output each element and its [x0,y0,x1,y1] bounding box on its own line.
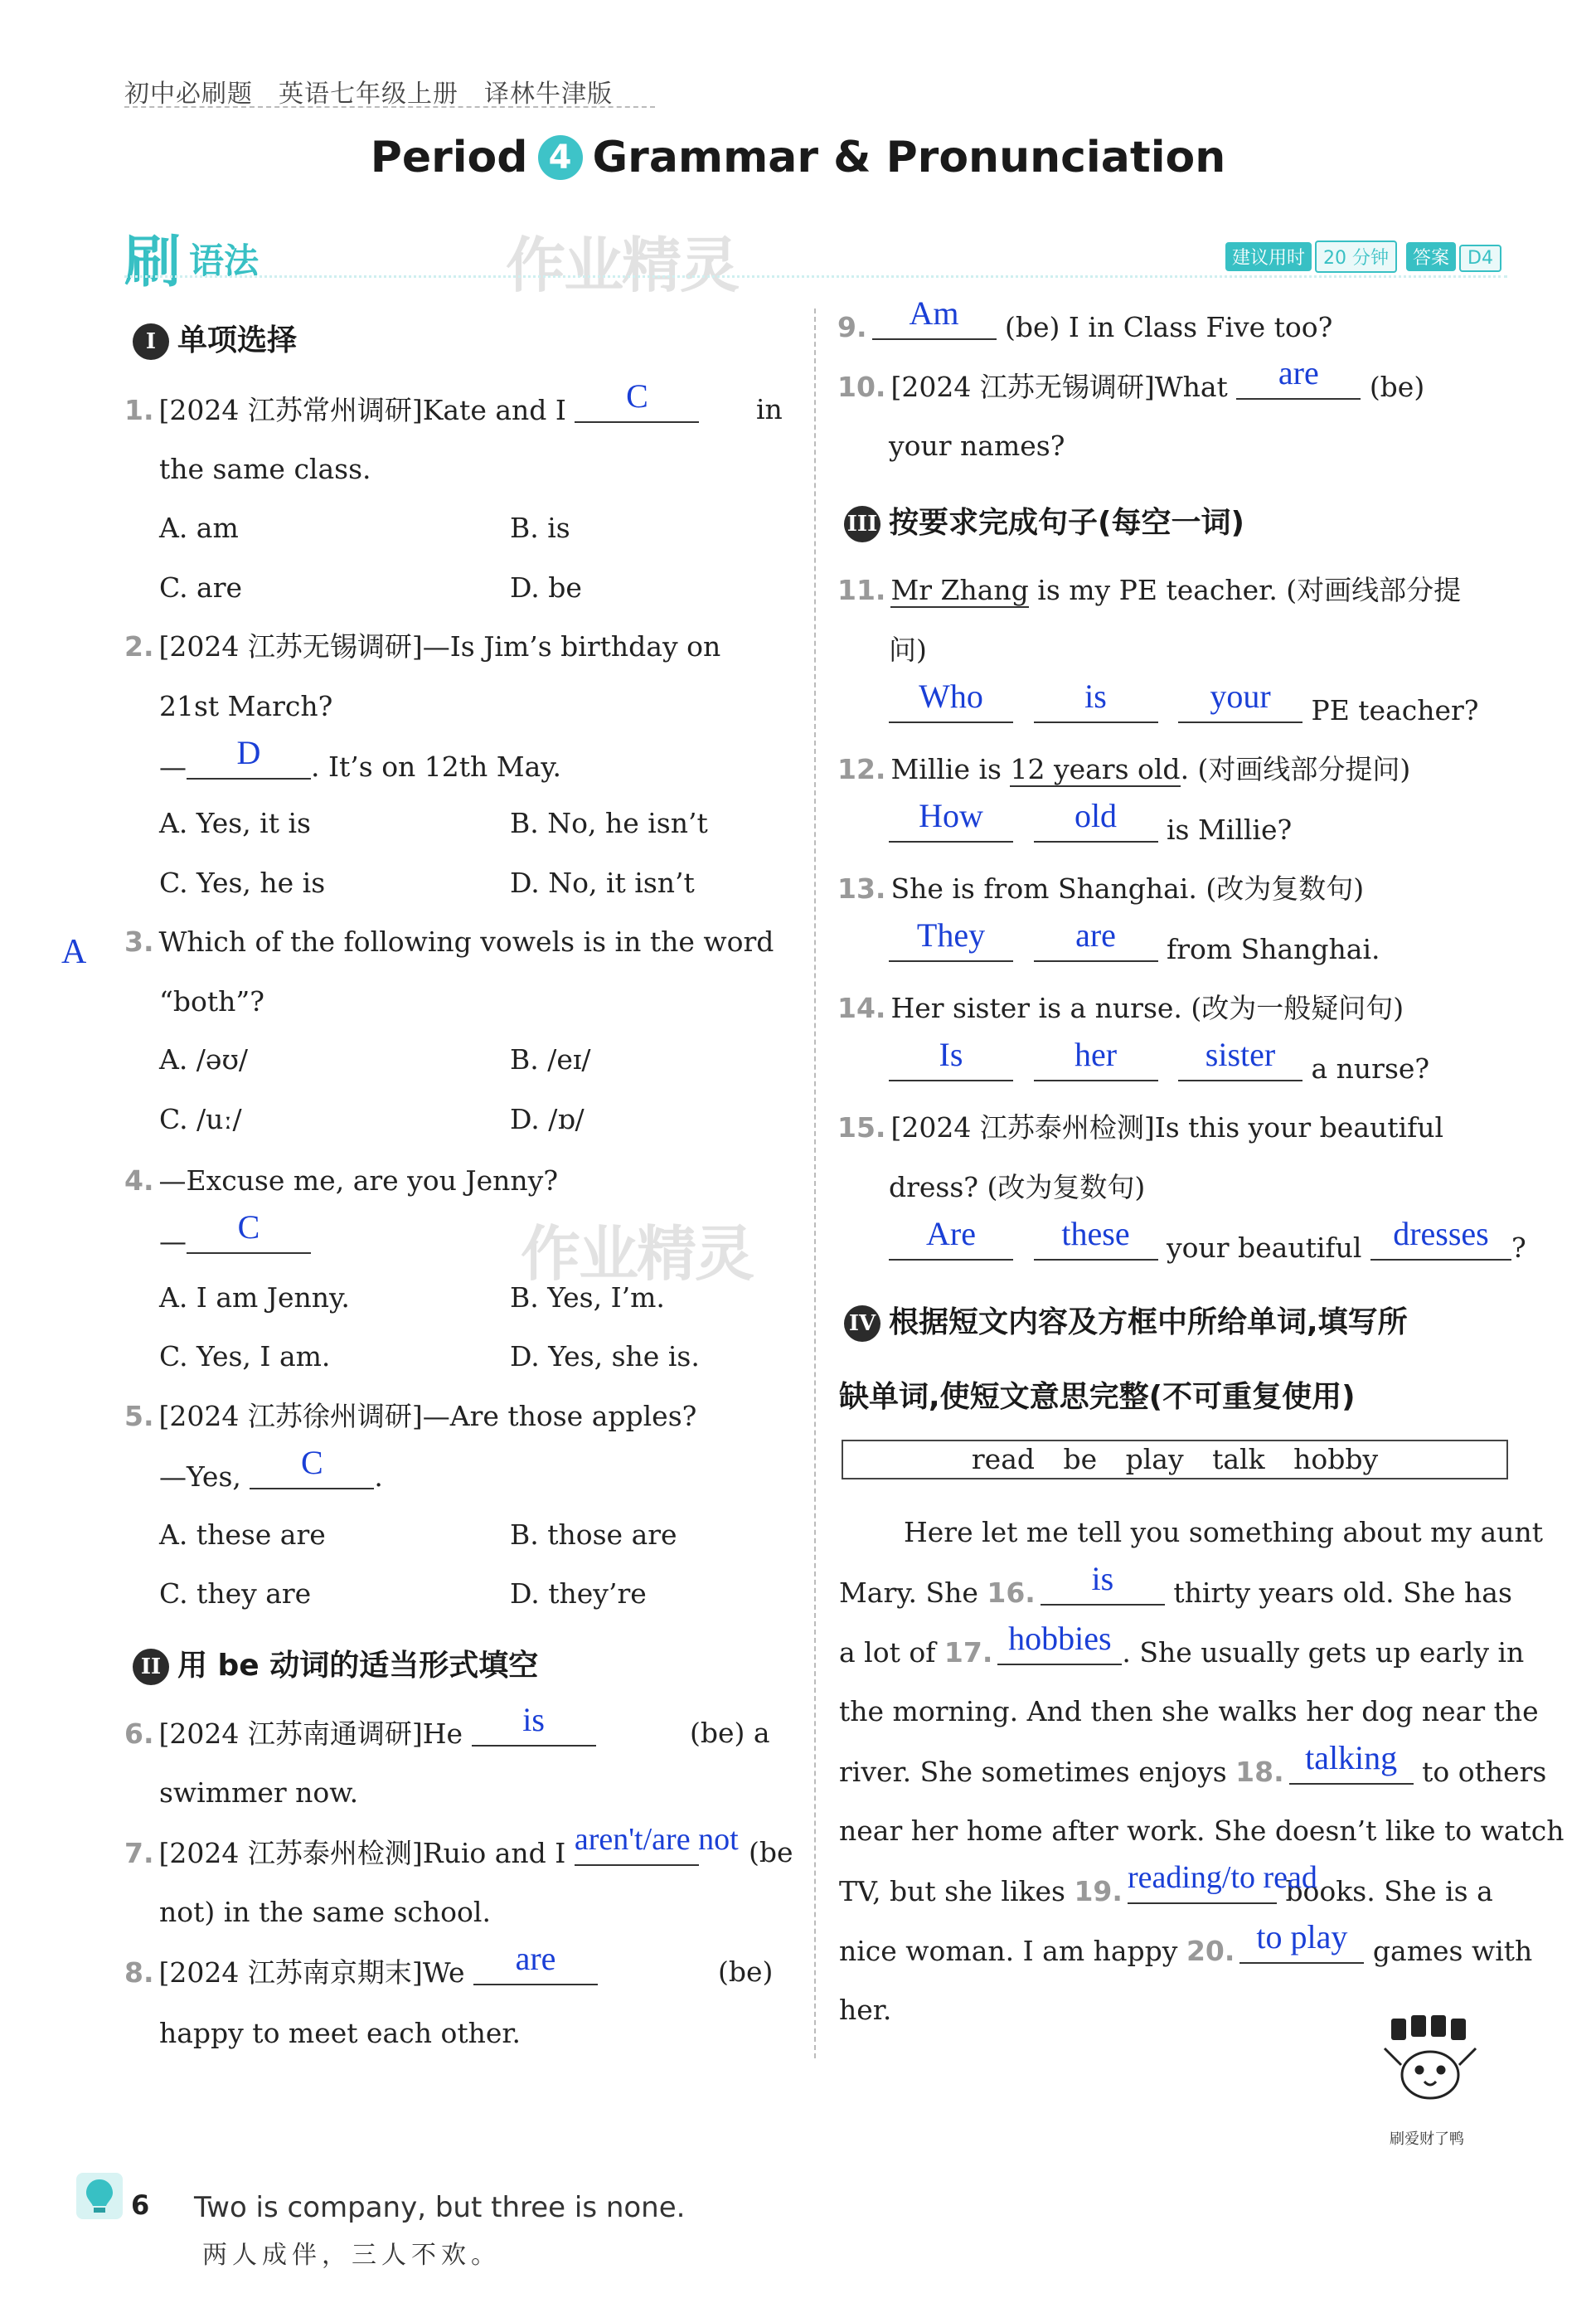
question-source: [2024 江苏无锡调研] [890,371,1155,403]
question-text: (be) [718,1955,774,1988]
handwritten-answer: sister [1205,1036,1276,1073]
question-number: 13. [837,872,886,905]
handwritten-answer: is [522,1701,545,1738]
question-source: [2024 江苏常州调研] [158,394,423,426]
mascot-duck-icon [1376,2015,1484,2115]
section-2-heading [133,1642,538,1685]
blank-number: 17. [944,1636,993,1669]
shua-logo: 刷 [124,230,182,295]
question-text: is Millie? [1167,814,1293,846]
question-6 [124,1701,596,1752]
option-d[interactable]: D. No, it isn’t [510,867,695,899]
question-text: swimmer now. [159,1776,359,1809]
section-1-number: I [133,323,169,360]
section-4-heading [844,1299,1408,1342]
question-text: (be) I in Class Five too? [1005,311,1333,343]
suggest-time: 20 分钟 [1315,240,1397,273]
handwritten-answer: are [1075,916,1116,954]
section-1-heading [133,317,297,360]
handwritten-answer: your [1210,678,1271,715]
section-3-title: 按要求完成句子(每空一词) [889,506,1244,540]
proverb-chinese: 两人成伴，三人不欢。 [202,2241,501,2270]
suggest-label: 建议用时 [1225,242,1312,271]
option-c[interactable]: C. /uː/ [159,1103,242,1135]
question-11 [837,572,1461,609]
passage-line: the morning. And then she walks her dog near the [839,1695,1539,1727]
handwritten-answer: is [1084,678,1107,715]
question-number: 8. [124,1956,154,1989]
answer-blank[interactable] [889,797,1013,843]
handwritten-answer: dresses [1393,1215,1489,1252]
question-source: [2024 江苏徐州调研] [158,1400,423,1432]
passage-text: . She usually gets up early in [1122,1636,1525,1669]
question-text: PE teacher? [1311,694,1479,726]
passage-line [839,1739,1547,1790]
question-text: not) in the same school. [159,1896,491,1928]
option-d[interactable]: D. Yes, she is. [510,1340,700,1372]
section-2-number: II [133,1649,169,1685]
answer-blank[interactable] [575,377,699,423]
handwritten-answer: old [1074,797,1118,834]
handwritten-answer: hobbies [1008,1620,1112,1657]
question-text: your beautiful [1167,1232,1362,1264]
answer-blank[interactable] [1034,1036,1158,1081]
question-2 [124,629,720,665]
passage-text: thirty years old. She has [1173,1577,1512,1609]
question-text: is my PE teacher. (对画线部分提 [1037,574,1462,606]
question-number: 7. [124,1837,154,1869]
question-text: (be) a [690,1717,770,1749]
question-number: 10. [837,371,886,403]
question-text: Is this your beautiful [1154,1111,1444,1144]
handwritten-answer: D [236,734,261,771]
passage-text: river. She sometimes enjoys [839,1756,1227,1788]
mascot-caption: 刷爱财了鸭 [1390,2130,1464,2148]
card-icon [1451,2019,1466,2040]
question-text [159,1444,383,1495]
question-number: 5. [124,1400,154,1432]
answer-blank[interactable] [1370,1215,1511,1261]
answer-code: D4 [1459,245,1501,272]
handwritten-answer: C [626,377,648,415]
question-number: 11. [837,574,886,606]
question-text: . (对画线部分提问) [1180,753,1411,785]
question-text [159,1208,311,1260]
banner-rule [124,275,1507,278]
question-source: [2024 江苏南京期末] [158,1956,423,1989]
question-text: What [1154,371,1228,403]
handwritten-answer: Are [926,1215,976,1252]
period-number-badge: 4 [538,135,583,180]
handwritten-answer: her [1074,1036,1118,1073]
option-c[interactable]: C. they are [159,1577,312,1610]
watermark: 作业精灵 [521,1219,754,1289]
handwritten-answer: these [1061,1215,1130,1252]
column-divider [814,309,816,2058]
question-number: 15. [837,1111,886,1144]
handwritten-answer: C [301,1444,323,1481]
answer-blank[interactable] [472,1701,596,1747]
answer-blank[interactable] [250,1444,374,1489]
question-4 [124,1163,558,1199]
question-source: [2024 江苏泰州检测] [158,1837,423,1869]
header-rule [124,106,655,108]
answer-blank[interactable] [1034,1215,1158,1261]
proverb-english: Two is company, but three is none. [194,2191,686,2224]
answer-blank[interactable] [1178,678,1303,723]
handwritten-answer: Am [909,294,959,332]
answer-blank[interactable] [889,916,1013,962]
question-number: 9. [837,311,867,343]
handwritten-margin-answer: A [61,933,87,971]
answer-blank[interactable] [187,734,311,780]
answer-blank[interactable] [1239,1918,1364,1964]
book-series-header: 初中必刷题 英语七年级上册 译林牛津版 [124,80,613,109]
handwritten-answer: How [919,797,983,834]
question-text: Which of the following vowels is in the word [158,926,774,958]
answer-blank[interactable] [1034,916,1158,962]
answer-blank[interactable] [473,1940,598,1985]
answer-blank[interactable] [997,1620,1122,1665]
handwritten-answer: Who [919,678,983,715]
handwritten-answer: to play [1256,1918,1348,1955]
question-text: She is from Shanghai. (改为复数句) [890,872,1365,905]
section-4-number: IV [844,1305,880,1342]
option-d[interactable]: D. /ɒ/ [510,1103,585,1135]
option-a[interactable]: A. I am Jenny. [159,1281,350,1314]
passage-text: nice woman. I am happy [839,1935,1178,1967]
question-text: from Shanghai. [1167,933,1380,965]
passage-text: a lot of [839,1636,936,1669]
card-icon [1411,2015,1426,2037]
handwritten-answer: aren't/are not [574,1822,739,1857]
blank-number: 16. [987,1577,1036,1609]
lightbulb-icon [76,2173,123,2219]
question-source: [2024 江苏无锡调研] [158,630,423,663]
question-text: —Are those apples? [422,1400,697,1432]
page-title [0,133,1596,182]
dash: — [159,751,187,783]
passage-line [839,1918,1533,1970]
section-1-title: 单项选择 [177,323,298,357]
blank-number: 19. [1074,1875,1123,1907]
question-7 [124,1822,739,1872]
answer-blank[interactable] [1034,678,1158,723]
question-number: 14. [837,992,886,1024]
handwritten-answer: Is [939,1036,963,1073]
answer-blank[interactable] [1127,1860,1317,1904]
question-text: —Is Jim’s birthday on [422,630,721,663]
answer-line [889,1215,1526,1266]
answer-blank[interactable] [872,294,997,340]
handwritten-answer: C [237,1208,260,1246]
question-9 [837,294,1333,346]
answer-blank[interactable] [889,1036,1013,1081]
handwritten-answer: reading/to read [1127,1860,1317,1895]
question-source: [2024 江苏泰州检测] [890,1111,1155,1144]
section-3-number: III [844,506,880,542]
question-source: [2024 江苏南通调研] [158,1717,423,1750]
question-text: dress? (改为复数句) [889,1171,1146,1203]
question-10 [837,354,1425,406]
option-a[interactable]: A. Yes, it is [159,807,311,839]
handwritten-answer: talking [1305,1739,1398,1776]
question-text: . It’s on 12th May. [311,751,562,783]
option-b[interactable]: B. /eɪ/ [510,1043,591,1076]
underlined-phrase: 12 years old [1010,753,1181,785]
question-number: 12. [837,753,886,785]
question-number: 6. [124,1717,154,1750]
question-text: (be) [1369,371,1425,403]
section-4-title: 根据短文内容及方框中所给单词,填写所 [889,1305,1408,1339]
answer-blank[interactable] [1034,797,1158,843]
answer-blank[interactable] [889,1215,1013,1261]
question-number: 1. [124,394,154,426]
handwritten-answer: are [1278,354,1319,391]
answer-blank[interactable] [187,1208,311,1254]
passage-line [839,1620,1525,1671]
question-text [159,734,562,785]
watermark: 作业精灵 [506,231,739,300]
card-icon [1431,2015,1446,2037]
option-c[interactable]: C. Yes, he is [159,867,326,899]
passage-line: her. [839,1994,892,2026]
option-a[interactable]: A. these are [159,1518,326,1551]
passage-line [839,1860,1493,1910]
question-text: He [422,1717,463,1750]
question-text: “both”? [159,985,264,1018]
section-3-heading [844,499,1244,542]
section-2-title: 用 be 动词的适当形式填空 [177,1649,539,1683]
question-14 [837,990,1404,1027]
passage-text: books. She is a [1285,1875,1493,1907]
question-text: . [374,1460,383,1493]
question-12 [837,751,1410,788]
passage-line: near her home after work. She doesn’t like to watch [839,1815,1564,1847]
passage-line [839,1560,1512,1611]
option-b[interactable]: B. Yes, I’m. [510,1281,665,1314]
dash: — [159,1225,187,1257]
question-text: happy to meet each other. [159,2017,521,2049]
page-number: 6 [131,2189,150,2221]
passage-text: games with [1372,1935,1533,1967]
section-4-title-cont: 缺单词,使短文意思完整(不可重复使用) [839,1380,1356,1414]
question-3 [124,924,774,960]
time-answer-tag [1225,240,1505,273]
option-d[interactable]: D. they’re [510,1577,647,1610]
passage-text: Mary. She [839,1577,978,1609]
option-a[interactable]: A. am [159,512,239,544]
answer-line [889,678,1479,729]
answer-line [889,916,1380,968]
handwritten-answer: is [1091,1560,1114,1597]
underlined-phrase: Mr Zhang [890,574,1029,606]
blank-number: 18. [1235,1756,1284,1788]
answer-label: 答案 [1406,242,1456,271]
answer-line [889,1036,1430,1087]
question-text: —Yes, [159,1460,241,1493]
question-text: 21st March? [159,690,333,722]
passage-text: to others [1422,1756,1547,1788]
question-text: (be [749,1836,793,1868]
blank-number: 20. [1186,1935,1235,1967]
option-b[interactable]: B. is [510,512,570,544]
question-text: We [422,1956,465,1989]
question-number: 4. [124,1164,154,1197]
question-text: ? [1511,1232,1526,1264]
question-15 [837,1110,1443,1146]
option-b[interactable]: B. those are [510,1518,677,1551]
question-number: 2. [124,630,154,663]
answer-blank[interactable] [1178,1036,1303,1081]
answer-blank[interactable] [1236,354,1361,400]
option-d[interactable]: D. be [510,571,582,604]
question-text: —Excuse me, are you Jenny? [158,1164,559,1197]
question-text: the same class. [159,453,371,485]
title-prefix: Period [370,133,528,182]
option-a[interactable]: A. /əʊ/ [159,1043,249,1076]
banner-label: 语法 [189,240,260,281]
question-8 [124,1940,598,1991]
question-text: Ruio and I [422,1837,566,1869]
passage-text: TV, but she likes [839,1875,1065,1907]
card-icon [1391,2019,1406,2040]
option-b[interactable]: B. No, he isn’t [510,807,708,839]
question-text: your names? [889,430,1065,462]
handwritten-answer: They [916,916,986,954]
title-text: Grammar & Pronunciation [592,133,1226,182]
answer-blank[interactable] [1289,1739,1414,1785]
question-text: Her sister is a nurse. (改为一般疑问句) [890,992,1404,1024]
question-13 [837,871,1364,907]
handwritten-answer: are [515,1940,556,1977]
question-text: in [756,393,783,425]
question-5 [124,1398,696,1435]
question-text: Kate and I [422,394,566,426]
question-text: Millie is [890,753,1002,785]
option-c[interactable]: C. Yes, I am. [159,1340,331,1372]
question-1 [124,377,699,429]
question-text: 问) [889,634,927,666]
answer-blank[interactable] [574,1822,739,1866]
option-c[interactable]: C. are [159,571,243,604]
word-box: read be play talk hobby [842,1440,1508,1479]
passage-line: Here let me tell you something about my aunt [904,1516,1543,1548]
question-text: a nurse? [1311,1052,1430,1085]
answer-blank[interactable] [1041,1560,1165,1606]
answer-line [889,797,1293,848]
question-number: 3. [124,926,154,958]
answer-blank[interactable] [889,678,1013,723]
